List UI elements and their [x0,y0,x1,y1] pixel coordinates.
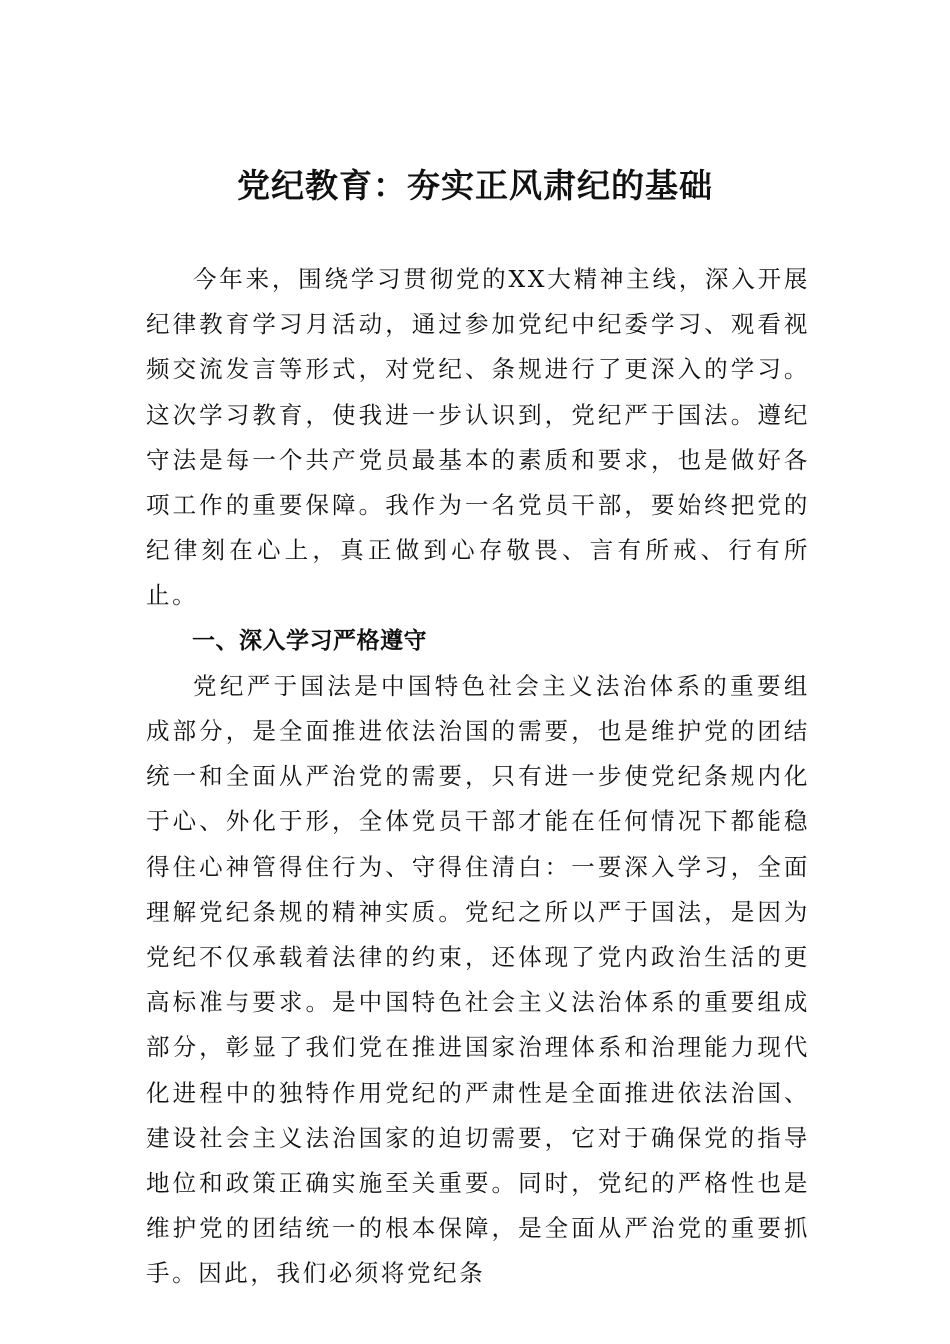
document-title: 党纪教育：夯实正风肃纪的基础 [237,166,713,205]
section-paragraph: 党纪严于国法是中国特色社会主义法治体系的重要组成部分，是全面推进依法治国的需要，也是维护党的团结统一和全面从严治党的需要，只有进一步使党纪条规内化于心、外化于形，全体党员干部才能在任何情况下都能稳得住心神管得住行为、守得住清白：一要深入学习，全面理解党纪条规的精神实质。党纪之所以严于国法，是因为党纪不仅承载着法律的约束，还体现了党内政治生活的更高标准与要求。是中国特色社会主义法治体系的重要组成部分，彰显了我们党在推进国家治理体系和治理能力现代化进程中的独特作用党纪的严肃性是全面推进依法治国、建设社会主义法治国家的迫切需要，它对于确保党的指导地位和政策正确实施至关重要。同时，党纪的严格性也是维护党的团结统一的根本保障，是全面从严治党的重要抓手。因此，我们必须将党纪条 [146,671,810,1288]
section-heading: 一、深入学习严格遵守 [192,627,427,654]
intro-paragraph: 今年来，围绕学习贯彻党的XX大精神主线，深入开展纪律教育学习月活动，通过参加党纪中纪委学习、观看视频交流发言等形式，对党纪、条规进行了更深入的学习。这次学习教育，使我进一步认识到，党纪严于国法。遵纪守法是每一个共产党员最基本的素质和要求，也是做好各项工作的重要保障。我作为一名党员干部，要始终把党的纪律刻在心上，真正做到心存敬畏、言有所戒、行有所止。 [146,265,810,610]
document-body [146,257,810,1297]
